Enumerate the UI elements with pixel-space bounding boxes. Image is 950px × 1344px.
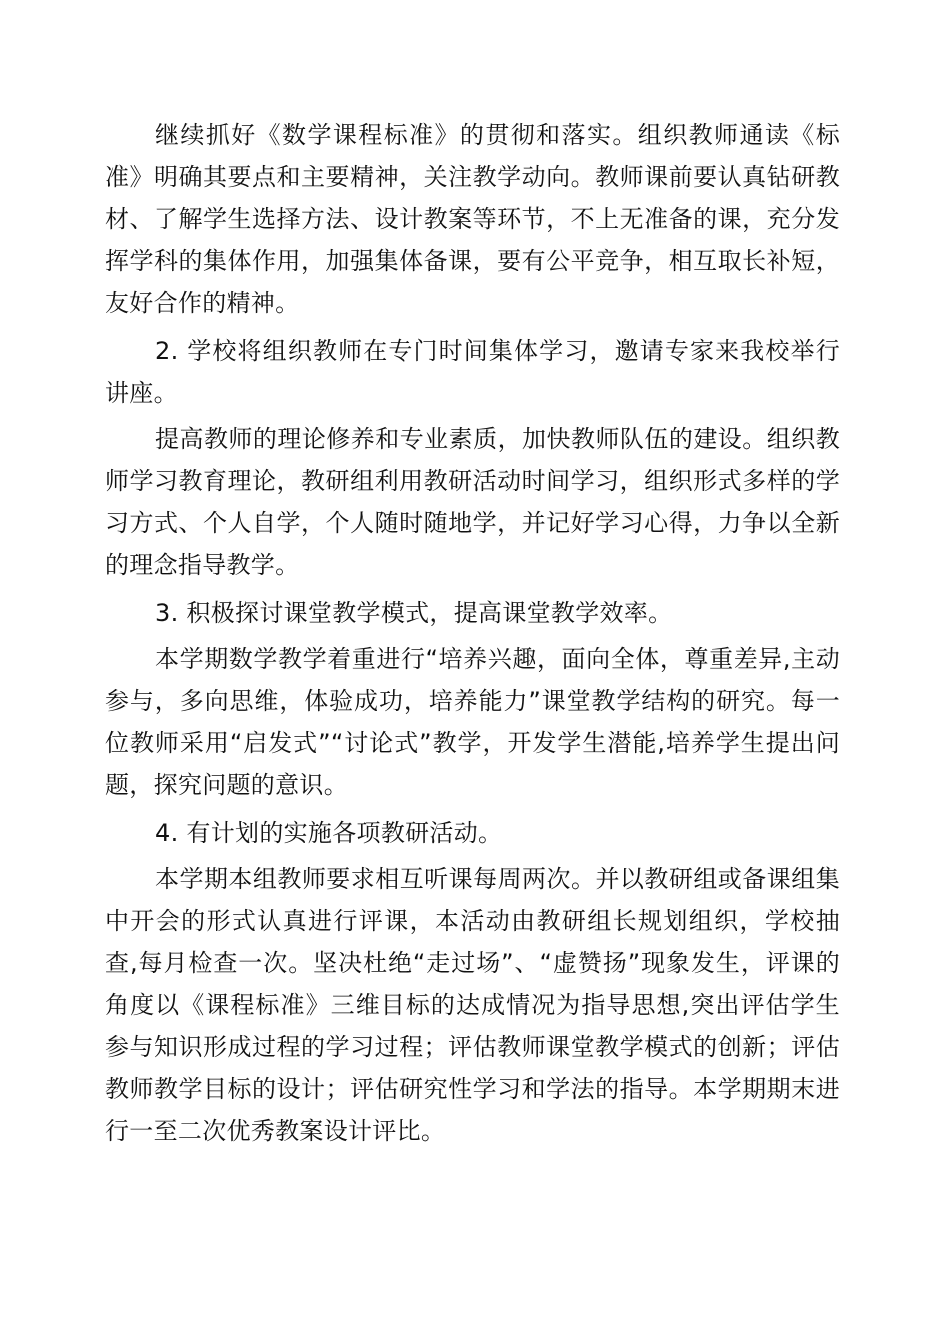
heading-teaching-mode: 3. 积极探讨课堂教学模式，提高课堂教学效率。	[155, 599, 673, 627]
paragraph-teacher-training: 提高教师的理论修养和专业素质，加快教师队伍的建设。组织教师学习教育理论，教研组利用教研活动时间学习，组织形式多样的学习方式、个人自学，个人随时随地学，并记好学习心得，力争以全新的理念指导教学。	[105, 425, 840, 579]
heading-research-activities: 4. 有计划的实施各项教研活动。	[155, 819, 503, 847]
paragraph-teaching-structure: 本学期数学教学着重进行“培养兴趣，面向全体，尊重差异,主动参与，多向思维，体验成功，培养能力”课堂教学结构的研究。每一位教师采用“启发式”“讨论式”教学，开发学生潜能,培养学生提出问题，探究问题的意识。	[105, 645, 840, 799]
heading-collective-study: 2. 学校将组织教师在专门时间集体学习，邀请专家来我校举行讲座。	[105, 337, 840, 407]
document-page	[105, 114, 840, 1158]
paragraph-lesson-evaluation: 本学期本组教师要求相互听课每周两次。并以教研组或备课组集中开会的形式认真进行评课，本活动由教研组长规划组织，学校抽查,每月检查一次。坚决杜绝“走过场”、“虚赞扬”现象发生，评课的角度以《课程标准》三维目标的达成情况为指导思想,突出评估学生参与知识形成过程的学习过程；评估教师课堂教学模式的创新；评估教师教学目标的设计；评估研究性学习和学法的指导。本学期期末进行一至二次优秀教案设计评比。	[105, 865, 840, 1145]
paragraph-curriculum-standard: 继续抓好《数学课程标准》的贯彻和落实。组织教师通读《标准》明确其要点和主要精神，关注教学动向。教师课前要认真钻研教材、了解学生选择方法、设计教案等环节，不上无准备的课，充分发挥学科的集体作用，加强集体备课，要有公平竞争，相互取长补短，友好合作的精神。	[105, 121, 840, 317]
